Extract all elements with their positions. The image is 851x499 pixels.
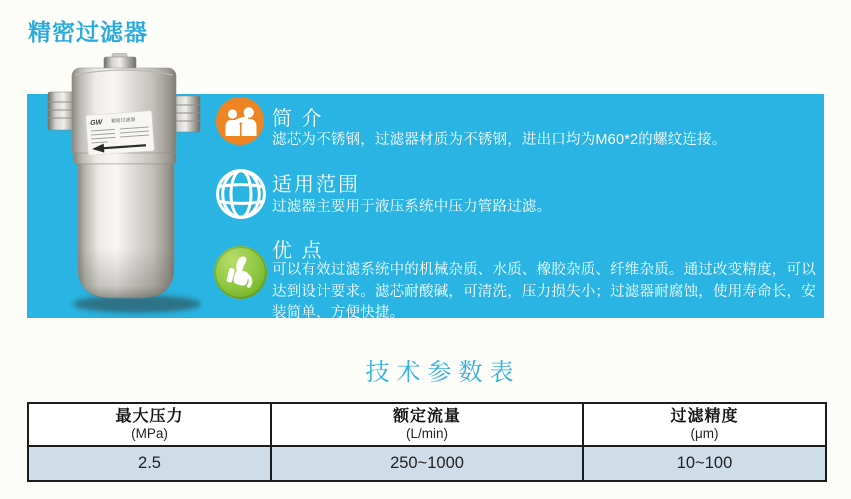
value-rated-flow: 250~1000 <box>271 446 583 481</box>
label-brand: GW <box>90 119 103 128</box>
people-icon <box>216 97 264 145</box>
col-header-rated-flow <box>271 403 583 446</box>
section-intro-heading: 简 介 <box>272 108 324 130</box>
value-filter-precision: 10~100 <box>583 446 826 481</box>
label-title: 精密过滤器 <box>111 117 136 125</box>
product-photo <box>45 52 203 320</box>
section-scope-body: 过滤器主要用于液压系统中压力管路过滤。 <box>272 199 552 215</box>
value-max-pressure: 2.5 <box>28 446 271 481</box>
body-bottom-shade <box>78 248 174 298</box>
col-header-filter-precision <box>583 403 826 446</box>
section-advantages-body: 可以有效过滤系统中的机械杂质、水质、橡胶杂质、纤维杂质。通过改变精度，可以达到设计要求。滤芯耐酸碱，可清洗，压力损失小；过滤器耐腐蚀，使用寿命长，安装简单，方便快捷。 <box>272 262 816 321</box>
col-header-max-pressure <box>28 403 271 446</box>
params-table-title: 技术参数表 <box>365 359 521 386</box>
col-name: 额定流量 <box>392 408 461 425</box>
product-label <box>86 111 155 156</box>
col-unit: (MPa) <box>131 426 168 441</box>
section-advantages-heading: 优 点 <box>272 240 324 262</box>
params-header-row <box>28 403 826 446</box>
col-unit: (L/min) <box>405 426 448 441</box>
params-data-row <box>28 446 826 481</box>
globe-icon <box>215 168 267 220</box>
section-intro-body: 滤芯为不锈钢，过滤器材质为不锈钢，进出口均为M60*2的螺纹连接。 <box>272 132 727 148</box>
col-name: 最大压力 <box>115 408 184 425</box>
col-name: 过滤精度 <box>670 408 739 425</box>
params-table <box>27 402 827 482</box>
thumbs-up-icon <box>213 245 268 300</box>
col-unit: (μm) <box>690 426 719 441</box>
page-title: 精密过滤器 <box>28 19 148 45</box>
section-scope-heading: 适用范围 <box>272 174 360 196</box>
